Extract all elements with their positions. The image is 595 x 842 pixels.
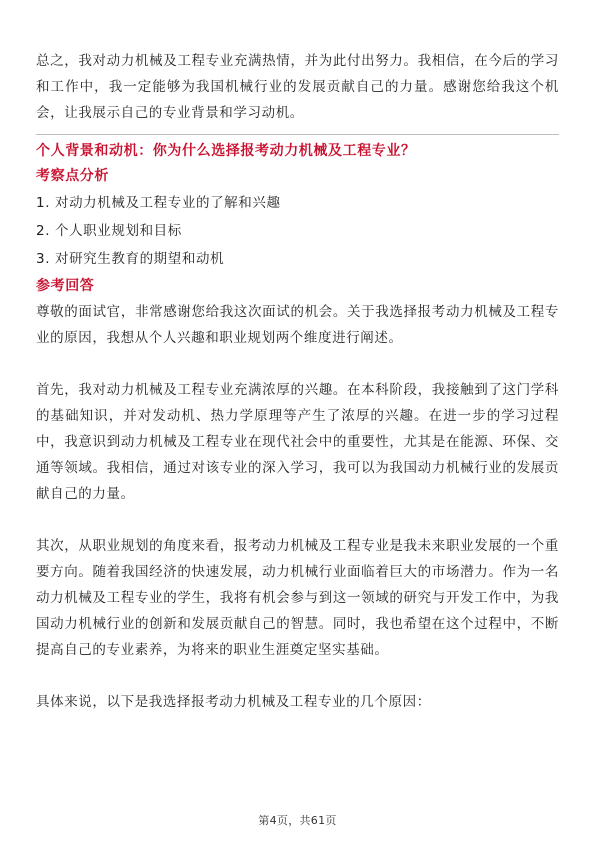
list-item: 3. 对研究生教育的期望和动机 xyxy=(36,251,225,267)
analysis-heading: 考察点分析 xyxy=(36,168,109,184)
answer-paragraph-reasons-intro: 具体来说，以下是我选择报考动力机械及工程专业的几个原因： xyxy=(36,694,431,710)
answer-paragraph-opening: 尊敬的面试官，非常感谢您给我这次面试的机会。关于我选择报考动力机械及工程专业的原因，我想从个人兴趣和职业规划两个维度进行阐述。 xyxy=(36,304,559,346)
page-content xyxy=(36,48,559,715)
answer-paragraph-career: 其次，从职业规划的角度来看，报考动力机械及工程专业是我未来职业发展的一个重要方向。随着我国经济的快速发展，动力机械行业面临着巨大的市场潜力。作为一名动力机械及工程专业的学生，我将有机会参与到这一领域的研究与开发工作中，为我国动力机械行业的创新和发展贡献自己的智慧。同时，我也希望在这个过程中，不断提高自己的专业素养，为将来的职业生涯奠定坚实基础。 xyxy=(36,538,559,658)
conclusion-paragraph: 总之，我对动力机械及工程专业充满热情，并为此付出努力。我相信，在今后的学习和工作中，我一定能够为我国机械行业的发展贡献自己的力量。感谢您给我这个机会，让我展示自己的专业背景和学习动机。 xyxy=(36,53,559,121)
answer-paragraph-interest: 首先，我对动力机械及工程专业充满浓厚的兴趣。在本科阶段，我接触到了这门学科的基础知识，并对发动机、热力学原理等产生了浓厚的兴趣。在进一步的学习过程中，我意识到动力机械及工程专业在现代社会中的重要性，尤其是在能源、环保、交通等领域。我相信，通过对该专业的深入学习，我可以为我国动力机械行业的发展贡献自己的力量。 xyxy=(36,382,559,502)
analysis-list xyxy=(36,189,559,273)
list-item: 2. 个人职业规划和目标 xyxy=(36,223,182,239)
list-item: 1. 对动力机械及工程专业的了解和兴趣 xyxy=(36,195,281,211)
paragraph-spacer xyxy=(36,507,559,533)
answer-heading: 参考回答 xyxy=(36,278,95,294)
section-divider xyxy=(36,134,559,135)
page-number: 第4页，共61页 xyxy=(258,814,337,827)
question-title: 个人背景和动机：你为什么选择报考动力机械及工程专业？ xyxy=(36,143,416,159)
paragraph-spacer xyxy=(36,663,559,689)
paragraph-spacer xyxy=(36,351,559,377)
